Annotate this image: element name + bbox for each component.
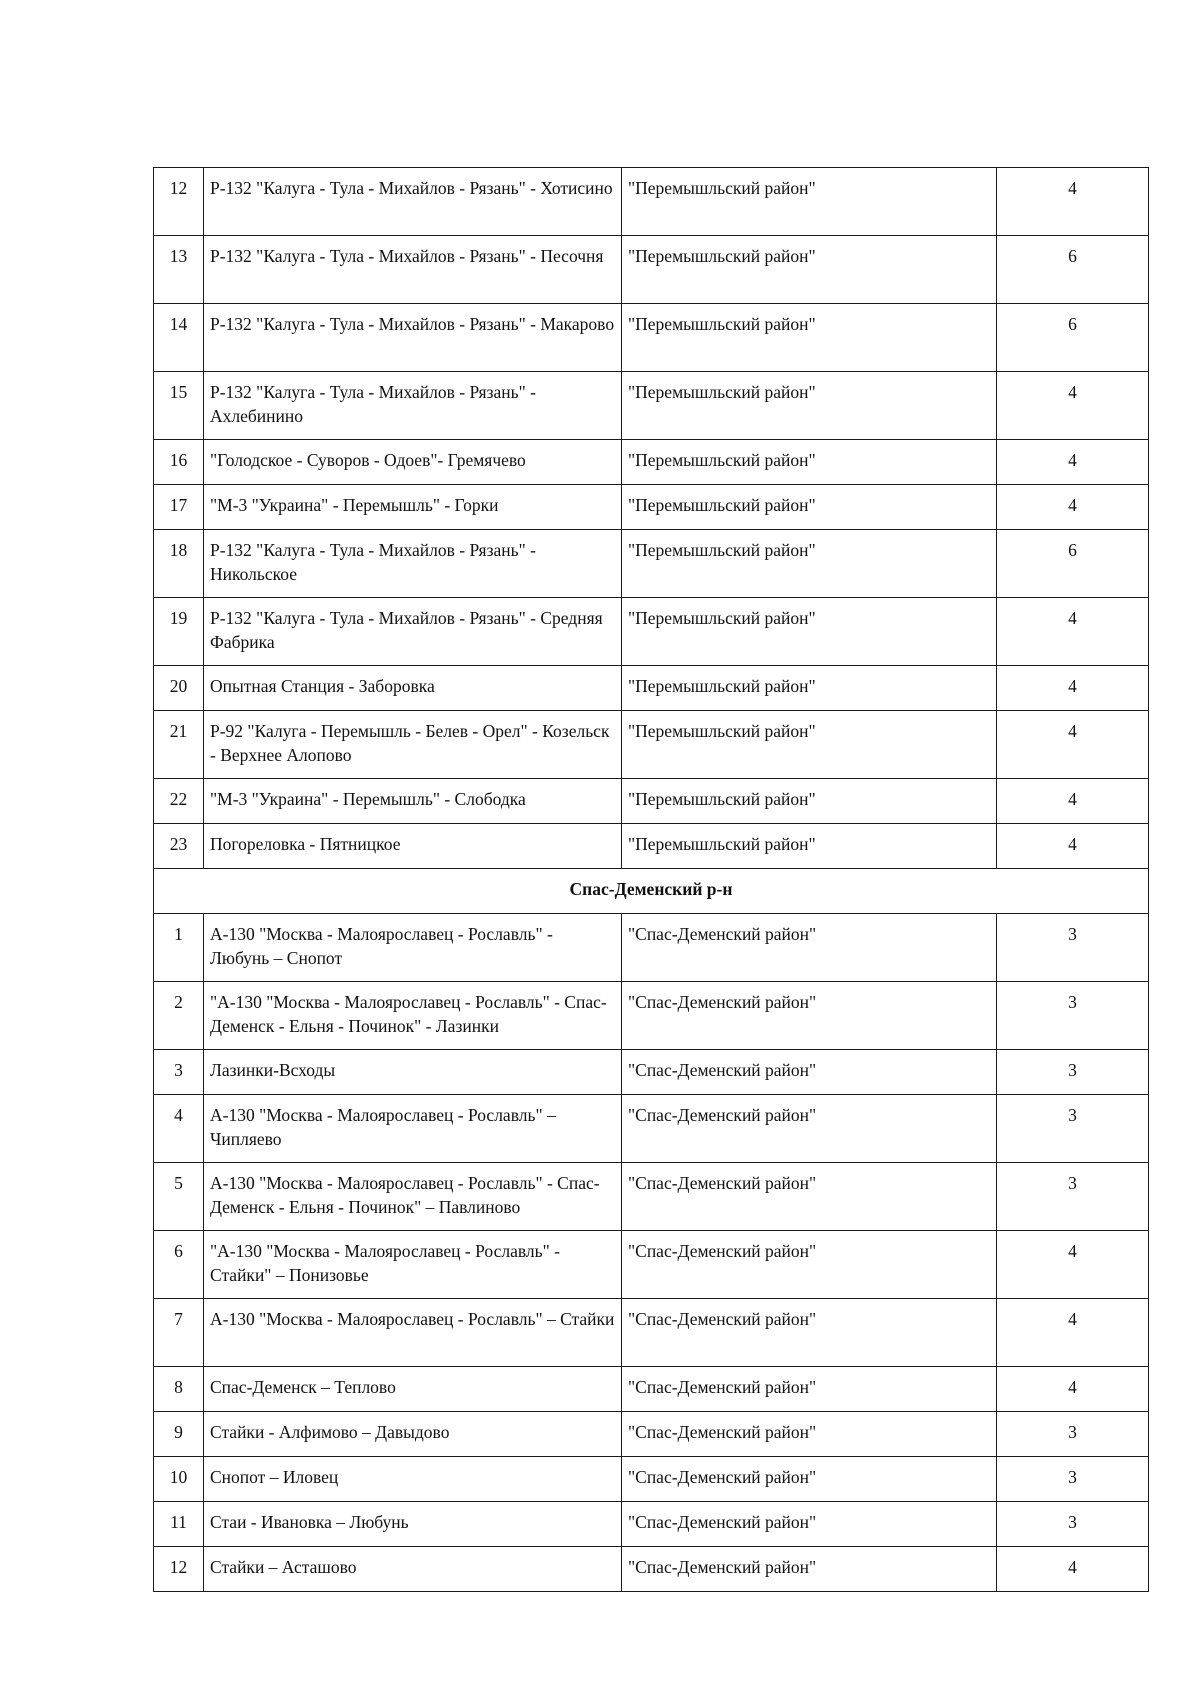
- road-name-cell: Стаи - Ивановка – Любунь: [204, 1502, 622, 1547]
- district-cell: "Спас-Деменский район": [622, 1457, 997, 1502]
- table-row: [154, 236, 1149, 304]
- road-name-cell: "А-130 "Москва - Малоярославец - Рославль" - Спас-Деменск - Ельня - Починок" - Лазинки: [204, 982, 622, 1050]
- district-cell: "Перемышльский район": [622, 530, 997, 598]
- count-cell: 4: [997, 372, 1149, 440]
- table-row: [154, 1231, 1149, 1299]
- road-name-cell: Погореловка - Пятницкое: [204, 824, 622, 869]
- table-row: [154, 440, 1149, 485]
- district-cell: "Перемышльский район": [622, 666, 997, 711]
- row-number-cell: 1: [154, 914, 204, 982]
- row-number-cell: 12: [154, 1547, 204, 1592]
- count-cell: 6: [997, 304, 1149, 372]
- count-cell: 6: [997, 236, 1149, 304]
- count-cell: 4: [997, 485, 1149, 530]
- table-row: [154, 1367, 1149, 1412]
- table-row: [154, 824, 1149, 869]
- row-number-cell: 7: [154, 1299, 204, 1367]
- section-title: Спас-Деменский р-н: [154, 869, 1149, 914]
- count-cell: 6: [997, 530, 1149, 598]
- count-cell: 3: [997, 914, 1149, 982]
- district-cell: "Перемышльский район": [622, 372, 997, 440]
- count-cell: 4: [997, 1367, 1149, 1412]
- road-name-cell: Р-132 "Калуга - Тула - Михайлов - Рязань" - Макарово: [204, 304, 622, 372]
- row-number-cell: 17: [154, 485, 204, 530]
- count-cell: 4: [997, 824, 1149, 869]
- district-cell: "Спас-Деменский район": [622, 1163, 997, 1231]
- count-cell: 3: [997, 1163, 1149, 1231]
- road-name-cell: Спас-Деменск – Теплово: [204, 1367, 622, 1412]
- table-row: [154, 372, 1149, 440]
- road-name-cell: Р-132 "Калуга - Тула - Михайлов - Рязань" - Средняя Фабрика: [204, 598, 622, 666]
- count-cell: 3: [997, 1502, 1149, 1547]
- count-cell: 3: [997, 1050, 1149, 1095]
- table-row: [154, 1299, 1149, 1367]
- count-cell: 4: [997, 168, 1149, 236]
- road-name-cell: А-130 "Москва - Малоярославец - Рославль" - Любунь – Снопот: [204, 914, 622, 982]
- count-cell: 3: [997, 1457, 1149, 1502]
- row-number-cell: 23: [154, 824, 204, 869]
- table-row: [154, 598, 1149, 666]
- count-cell: 4: [997, 1231, 1149, 1299]
- road-name-cell: Снопот – Иловец: [204, 1457, 622, 1502]
- row-number-cell: 14: [154, 304, 204, 372]
- district-cell: "Спас-Деменский район": [622, 1367, 997, 1412]
- road-name-cell: А-130 "Москва - Малоярославец - Рославль" - Спас-Деменск - Ельня - Починок" – Павлиново: [204, 1163, 622, 1231]
- row-number-cell: 2: [154, 982, 204, 1050]
- count-cell: 4: [997, 1547, 1149, 1592]
- count-cell: 4: [997, 1299, 1149, 1367]
- table-row: [154, 1457, 1149, 1502]
- section-header-row: [154, 869, 1149, 914]
- district-cell: "Спас-Деменский район": [622, 1050, 997, 1095]
- district-cell: "Перемышльский район": [622, 598, 997, 666]
- table-row: [154, 168, 1149, 236]
- count-cell: 4: [997, 440, 1149, 485]
- district-cell: "Спас-Деменский район": [622, 1095, 997, 1163]
- table-row: [154, 666, 1149, 711]
- road-table: [153, 167, 1149, 1592]
- district-cell: "Перемышльский район": [622, 779, 997, 824]
- count-cell: 4: [997, 666, 1149, 711]
- district-cell: "Перемышльский район": [622, 824, 997, 869]
- row-number-cell: 4: [154, 1095, 204, 1163]
- district-cell: "Спас-Деменский район": [622, 914, 997, 982]
- district-cell: "Перемышльский район": [622, 440, 997, 485]
- road-name-cell: Опытная Станция - Заборовка: [204, 666, 622, 711]
- road-name-cell: Стайки - Алфимово – Давыдово: [204, 1412, 622, 1457]
- road-name-cell: "А-130 "Москва - Малоярославец - Рославль" - Стайки" – Понизовье: [204, 1231, 622, 1299]
- row-number-cell: 22: [154, 779, 204, 824]
- row-number-cell: 16: [154, 440, 204, 485]
- table-row: [154, 711, 1149, 779]
- table-row: [154, 1050, 1149, 1095]
- table-row: [154, 530, 1149, 598]
- road-name-cell: А-130 "Москва - Малоярославец - Рославль" – Чипляево: [204, 1095, 622, 1163]
- table-row: [154, 779, 1149, 824]
- road-name-cell: Р-92 "Калуга - Перемышль - Белев - Орел" - Козельск - Верхнее Алопово: [204, 711, 622, 779]
- district-cell: "Перемышльский район": [622, 304, 997, 372]
- table-row: [154, 914, 1149, 982]
- district-cell: "Спас-Деменский район": [622, 1502, 997, 1547]
- row-number-cell: 13: [154, 236, 204, 304]
- table-row: [154, 1163, 1149, 1231]
- road-name-cell: Р-132 "Калуга - Тула - Михайлов - Рязань" - Ахлебинино: [204, 372, 622, 440]
- row-number-cell: 6: [154, 1231, 204, 1299]
- road-name-cell: А-130 "Москва - Малоярославец - Рославль" – Стайки: [204, 1299, 622, 1367]
- count-cell: 3: [997, 1412, 1149, 1457]
- table-row: [154, 1502, 1149, 1547]
- row-number-cell: 3: [154, 1050, 204, 1095]
- table-row: [154, 1095, 1149, 1163]
- district-cell: "Спас-Деменский район": [622, 1299, 997, 1367]
- row-number-cell: 18: [154, 530, 204, 598]
- road-name-cell: "Голодское - Суворов - Одоев"- Гремячево: [204, 440, 622, 485]
- table-row: [154, 1547, 1149, 1592]
- road-table-body: [154, 168, 1149, 1592]
- row-number-cell: 19: [154, 598, 204, 666]
- row-number-cell: 12: [154, 168, 204, 236]
- row-number-cell: 8: [154, 1367, 204, 1412]
- count-cell: 4: [997, 598, 1149, 666]
- road-name-cell: Стайки – Асташово: [204, 1547, 622, 1592]
- table-row: [154, 485, 1149, 530]
- table-row: [154, 1412, 1149, 1457]
- count-cell: 3: [997, 1095, 1149, 1163]
- row-number-cell: 5: [154, 1163, 204, 1231]
- district-cell: "Спас-Деменский район": [622, 1547, 997, 1592]
- road-name-cell: "М-3 "Украина" - Перемышль" - Горки: [204, 485, 622, 530]
- row-number-cell: 20: [154, 666, 204, 711]
- road-name-cell: Лазинки-Всходы: [204, 1050, 622, 1095]
- district-cell: "Перемышльский район": [622, 168, 997, 236]
- district-cell: "Спас-Деменский район": [622, 1412, 997, 1457]
- district-cell: "Перемышльский район": [622, 711, 997, 779]
- row-number-cell: 15: [154, 372, 204, 440]
- count-cell: 4: [997, 779, 1149, 824]
- road-name-cell: Р-132 "Калуга - Тула - Михайлов - Рязань" - Никольское: [204, 530, 622, 598]
- row-number-cell: 9: [154, 1412, 204, 1457]
- row-number-cell: 11: [154, 1502, 204, 1547]
- road-name-cell: "М-3 "Украина" - Перемышль" - Слободка: [204, 779, 622, 824]
- road-name-cell: Р-132 "Калуга - Тула - Михайлов - Рязань" - Хотисино: [204, 168, 622, 236]
- road-name-cell: Р-132 "Калуга - Тула - Михайлов - Рязань" - Песочня: [204, 236, 622, 304]
- table-row: [154, 304, 1149, 372]
- district-cell: "Перемышльский район": [622, 236, 997, 304]
- count-cell: 4: [997, 711, 1149, 779]
- table-row: [154, 982, 1149, 1050]
- district-cell: "Перемышльский район": [622, 485, 997, 530]
- district-cell: "Спас-Деменский район": [622, 982, 997, 1050]
- district-cell: "Спас-Деменский район": [622, 1231, 997, 1299]
- row-number-cell: 10: [154, 1457, 204, 1502]
- row-number-cell: 21: [154, 711, 204, 779]
- count-cell: 3: [997, 982, 1149, 1050]
